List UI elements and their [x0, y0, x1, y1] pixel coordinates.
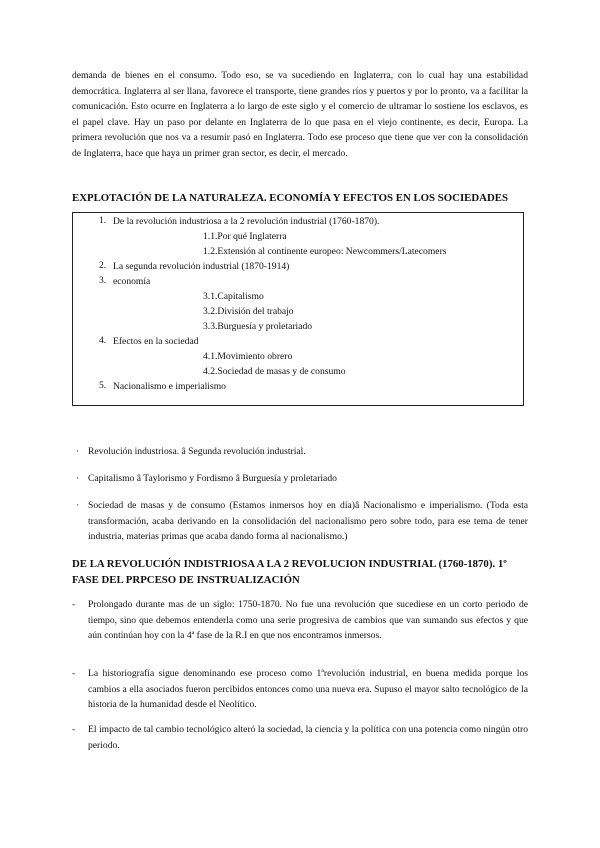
outline-number: 2. — [99, 260, 107, 271]
summary-line-3: Sociedad de masas y de consumo (Estamos inmersos hoy en día)â Nacionalismo e imperialismo. (Toda esta transformación, acaba derivando en la consolidación del nacionalismo pero sobre todo, para ese tema de tener industria, materias primas que acaba dando forma al nacionalismo.) — [88, 500, 528, 542]
bullet-marker: · — [76, 500, 80, 511]
section-heading-exploitation: EXPLOTACIÓN DE LA NATURALEZA. ECONOMÍA Y EFECTOS EN LOS SOCIEDADES — [72, 192, 508, 204]
point-3: El impacto de tal cambio tecnológico alteró la sociedad, la ciencia y la política con una potencia como ningún otro periodo. — [88, 724, 528, 751]
summary-line-1: Revolución industriosa. â Segunda revolución industrial. — [88, 446, 306, 457]
outline-item-4: Efectos en la sociedad — [113, 336, 199, 347]
outline-item-1-2: 1.2.Extensión al continente europeo: Newcommers/Latecomers — [203, 246, 447, 257]
outline-item-4-2: 4.2.Sociedad de masas y de consumo — [203, 366, 346, 377]
outline-item-4-1: 4.1.Movimiento obrero — [203, 351, 293, 362]
summary-line-2: Capitalismo â Taylorismo y Fordismo â Burguesía y proletariado — [88, 473, 337, 484]
outline-number: 4. — [99, 335, 107, 346]
outline-item-3-1: 3.1.Capitalismo — [203, 291, 264, 302]
dash-marker: - — [72, 668, 76, 679]
outline-number: 5. — [99, 380, 107, 391]
outline-item-1: De la revolución industriosa a la 2 revolución industrial (1760-1870). — [113, 216, 380, 227]
outline-item-1-1: 1.1.Por qué Inglaterra — [203, 231, 287, 242]
outline-item-2: La segunda revolución industrial (1870-1914) — [113, 261, 290, 272]
section-heading-revolution: DE LA REVOLUCIÓN INDISTRIOSA A LA 2 REVOLUCION INDUSTRIAL (1760-1870). 1º FASE DEL PRPCESO DE INSTRUALIZACIÓN — [72, 558, 507, 586]
outline-number: 3. — [99, 275, 107, 286]
outline-item-3: economía — [113, 276, 151, 287]
outline-number: 1. — [99, 215, 107, 226]
intro-paragraph: demanda de bienes en el consumo. Todo eso, se va sucediendo en Inglaterra, con lo cual hay una estabilidad democrática. Inglaterra al ser llana, favorece el transporte, tiene grandes ríos y puertos y por lo pronto, va a facilitar la comunicación. Esto ocurre en Inglaterra a lo largo de este siglo y el comercio de ultramar lo sostiene los esclavos, es el papel clave. Hay un paso por delante en Inglaterra de lo que pasa en el viejo continente, es decir, Europa. La primera revolución que nos va a resumir pasó en Inglaterra. Todo ese proceso que tiene que ver con la consolidación de Inglaterra, hace que haya un primer gran sector, es decir, el mercado. — [72, 70, 528, 159]
bullet-marker: · — [76, 473, 80, 484]
dash-marker: - — [72, 724, 76, 735]
point-2: La historiografía sigue denominando ese proceso como 1ªrevolución industrial, en buena medida porque los cambios a ella asociados fueron percibidos entonces como una nueva era. Supuso el mayor salto tecnológico de la historia de la humanidad desde el Neolítico. — [88, 668, 528, 710]
outline-box — [72, 212, 524, 406]
outline-item-3-2: 3.2.División del trabajo — [203, 306, 294, 317]
outline-item-5: Nacionalismo e imperialismo — [113, 381, 226, 392]
dash-marker: - — [72, 599, 76, 610]
outline-item-3-3: 3.3.Burguesía y proletariado — [203, 321, 313, 332]
point-1: Prolongado durante mas de un siglo: 1750-1870. No fue una revolución que sucediese en un corto periodo de tiempo, sino que debemos entenderla como una serie progresiva de cambios que van sumando sus efectos y que aún continúan hoy con la 4ª fase de la R.I en que nos encontramos inmersos. — [88, 599, 528, 641]
bullet-marker: · — [76, 446, 80, 457]
